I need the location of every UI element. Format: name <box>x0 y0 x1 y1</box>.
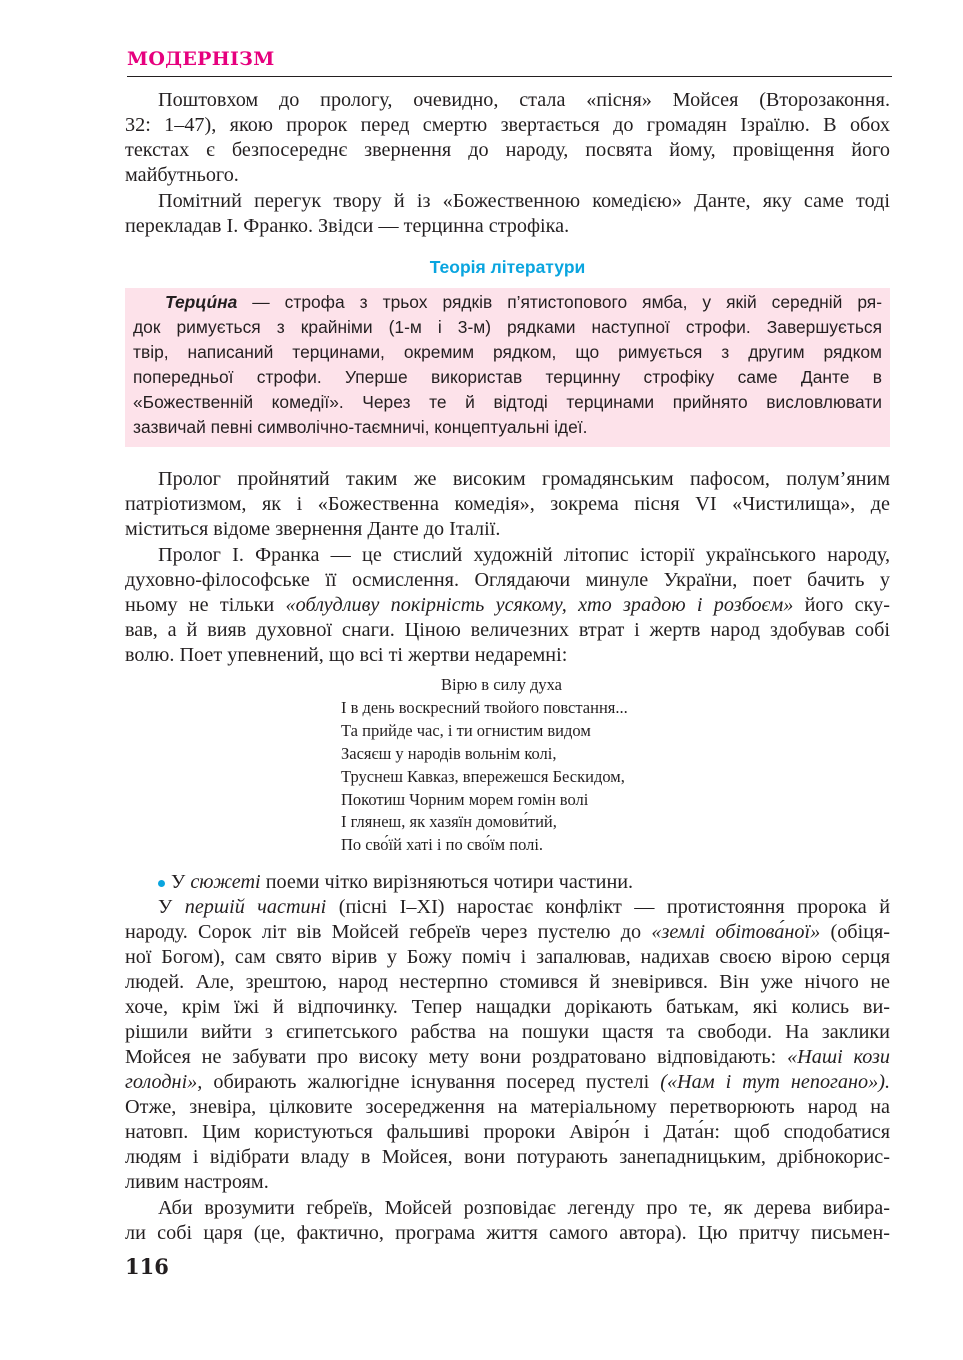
paragraph-5-line-4: людей. Але, зрештою, народ нестерпно стомився й зневірився. Він уже нічого не <box>125 971 890 993</box>
paragraph-5-line-2: народу. Сорок літ вів Мойсей гебреїв через пустелю до «землі обітова́ної» (обіця- <box>125 921 890 943</box>
bullet-item: У сюжеті поеми чітко вирізняються чотири частини. <box>125 870 890 895</box>
poem-quote <box>341 674 741 857</box>
paragraph-5-line-9: Отже, зневіра, цілковите зосередження на матеріальному перетворюють народ на <box>125 1096 890 1118</box>
paragraph-5-line-6: рішили вийти з єгипетського рабства на пошуки щастя та свободи. На заклики <box>125 1021 890 1043</box>
poem-line: Покотиш Чорним морем гомін волі <box>341 789 589 809</box>
theory-line-2: док римується з крайніми (1-м і 3-м) рядками наступної строфи. Завершується <box>133 317 882 337</box>
theory-definition-box <box>125 288 890 447</box>
poem-line: Вірю в силу духа <box>441 675 562 694</box>
paragraph-4-line-5: волю. Поет упевнений, що всі ті жертви недаремні: <box>125 644 568 666</box>
poem-line: Труснеш Кавказ, впережешся Бескидом, <box>341 766 625 786</box>
theory-heading: Теорія літератури <box>429 257 586 277</box>
paragraph-5-line-12: ливим настроям. <box>125 1171 269 1193</box>
paragraph-4-line-4: вав, а й вияв духовної снаги. Ціною величезних втрат і жертв народ здобував собі <box>125 619 890 641</box>
paragraph-5-line-8: голодні», обирають жалюгідне існування посеред пустелі («Нам і тут непогано»). <box>125 1071 891 1093</box>
section-title: МОДЕРНІЗМ <box>127 48 275 70</box>
poem-line: По сво́їй хаті і по сво́їм полі. <box>341 835 544 855</box>
bullet-icon <box>158 880 165 887</box>
paragraph-4-line-1: Пролог І. Франка — це стислий художній літопис історії українського народу, <box>158 544 890 566</box>
quote-italic: «облудливу покірність усякому, хто зрадою і розбоєм» <box>285 594 794 616</box>
running-header <box>127 46 892 77</box>
paragraph-3-line-2: патріотизмом, як і «Божественна комедія», зокрема пісня VI «Чистилища», де <box>125 493 890 515</box>
theory-line-5: «Божественній комедії». Через те й відтоді терцинами прийнято висловлювати <box>133 392 882 412</box>
paragraph-intro-1-line-4: майбутнього. <box>125 164 239 186</box>
paragraph-intro-1-line-2: 32: 1–47), якою пророк перед смертю звертається до громадян Ізраїлю. В обох <box>125 114 890 136</box>
paragraph-5-line-11: людям і відібрати владу в Мойсея, вони потурають занепадницьким, дрібнокорис- <box>125 1146 890 1168</box>
paragraph-5-line-5: хоче, крім їжі й відпочинку. Тепер нащадки дорікають батькам, які колись ви- <box>125 996 890 1018</box>
poem-line: І глянеш, як хазяїн домови́тий, <box>341 812 557 832</box>
paragraph-intro-2-line-1: Помітний перегук твору й із «Божественною комедією» Данте, яку саме тоді <box>158 190 890 212</box>
paragraph-intro-1-line-3: текстах є безпосереднє звернення до народу, посвята йому, провіщення його <box>125 139 890 161</box>
poem-line: Та прийде час, і ти огнистим видом <box>341 720 591 740</box>
paragraph-3-line-3: міститься відоме звернення Данте до Італії. <box>125 518 501 540</box>
theory-line-1: Терци́на — строфа з трьох рядків п’ятистопового ямба, у якій середній ря- <box>165 292 882 312</box>
theory-line-3: твір, написаний терцинами, окремим рядком, що римується з другим рядком <box>133 342 882 362</box>
theory-line-4: попередньої строфи. Уперше використав терцинну строфіку саме Данте в <box>133 367 882 387</box>
paragraph-4-line-2: духовно-філософське її осмислення. Оглядаючи минуле України, поет бачить у <box>125 569 890 591</box>
theory-line-6: зазвичай певні символічно-таємничі, концептуальні ідеї. <box>133 417 588 437</box>
paragraph-6-line-2: ли собі царя (це, фактично, програма життя самого автора). Цю притчу письмен- <box>125 1222 890 1244</box>
paragraph-4-line-3: ньому не тільки «облудливу покірність усякому, хто зрадою і розбоєм» його ску- <box>125 594 890 616</box>
theory-term: Терци́на <box>165 292 238 312</box>
paragraph-intro-2-line-2: перекладав І. Франко. Звідси — терцинна строфіка. <box>125 215 570 237</box>
paragraph-5-line-7: Мойсея не забувати про високу мету вони роздратовано відповідають: «Наші кози <box>125 1046 890 1068</box>
paragraph-intro-1-line-1: Поштовхом до прологу, очевидно, стала «пісня» Мойсея (Второзаконня. <box>158 89 890 111</box>
paragraph-3-line-1: Пролог пройнятий таким же високим громадянським пафосом, полум’яним <box>158 468 890 490</box>
page-number: 116 <box>125 1254 169 1279</box>
paragraph-6-line-1: Аби врозумити гебреїв, Мойсей розповідає легенду про те, як дерева вибира- <box>158 1197 890 1219</box>
paragraph-5-line-1: У першій частині (пісні І–ХІ) наростає конфлікт — протистояння пророка й <box>158 896 890 918</box>
poem-line: І в день воскресний твойого повстання... <box>341 697 628 717</box>
paragraph-5-line-3: ної Богом), сам свято вірив у Божу поміч і запалював, надихав своєю вірою серця <box>125 946 890 968</box>
paragraph-5-line-10: натовп. Цим користуються фальшиві пророки Авіро́н і Дата́н: щоб сподобатися <box>125 1121 890 1143</box>
poem-line: Засяєш у народів вольнім колі, <box>341 743 557 763</box>
